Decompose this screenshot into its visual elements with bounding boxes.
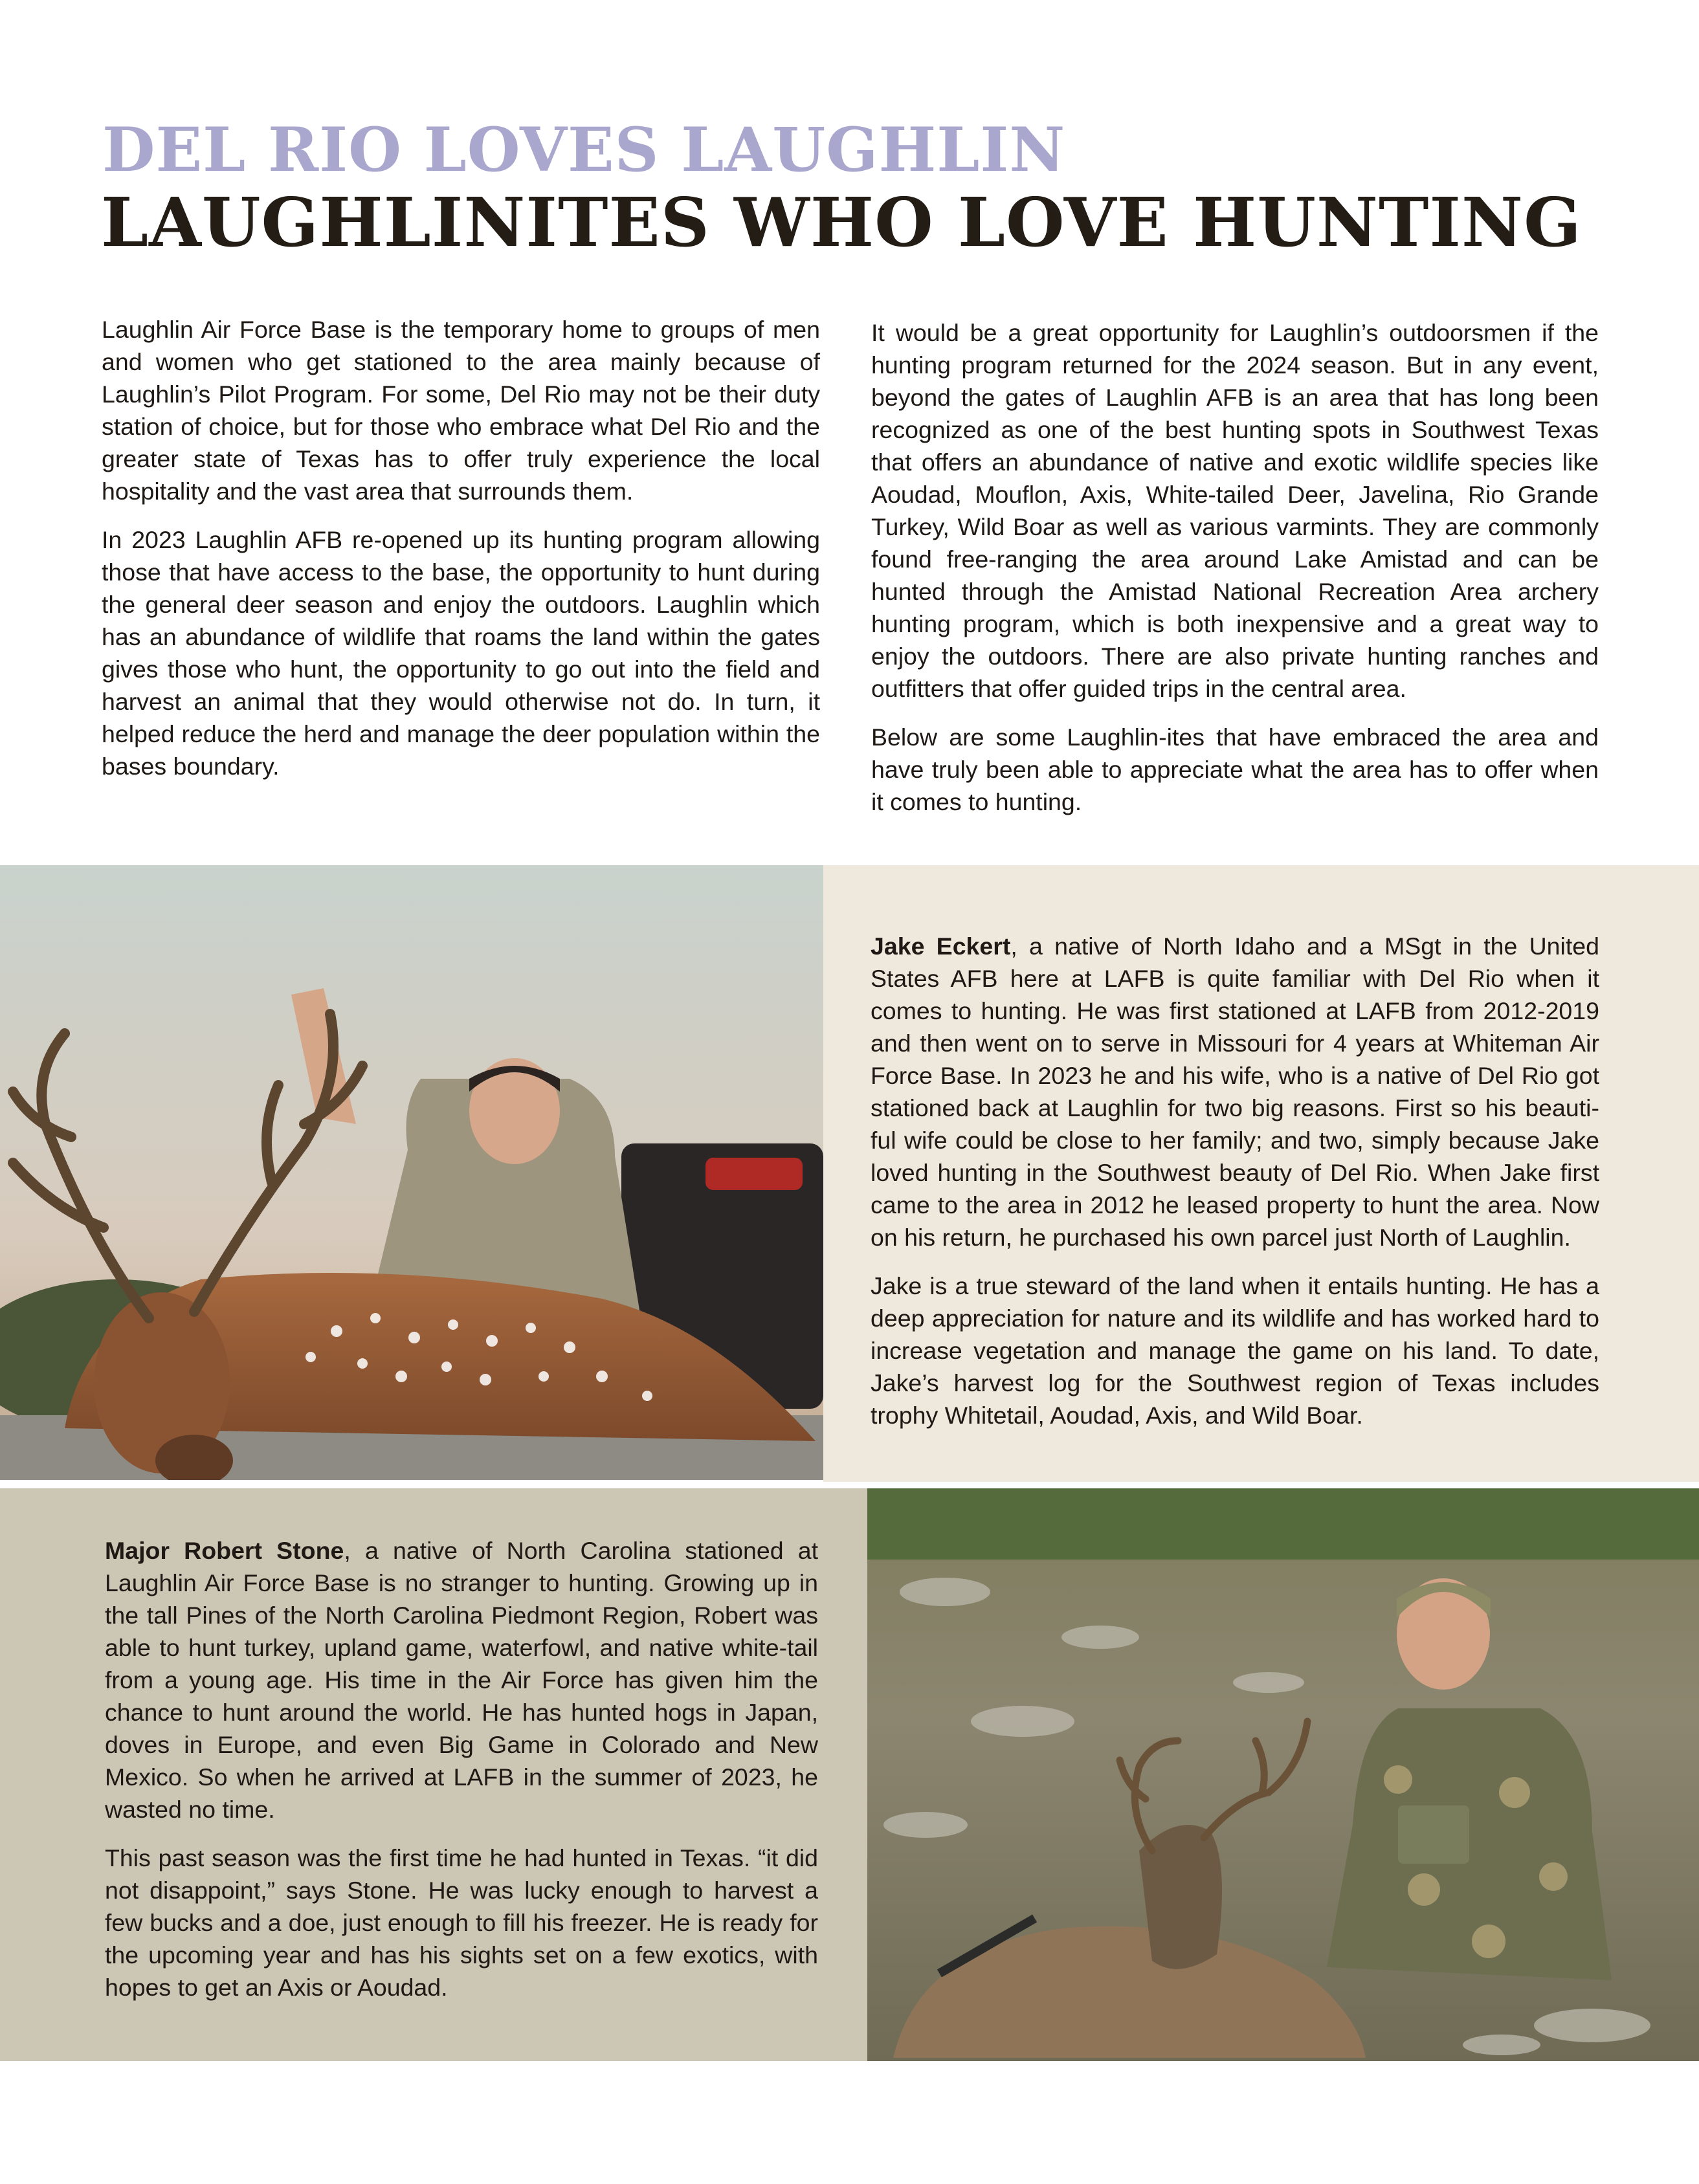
- jake-paragraph-1-text: , a native of North Idaho and a MSgt in the United States AFB here at LAFB is quite familiar with Del Rio when it comes to hunting. He was first stationed at LAFB from 2012-2019 and then went on to serve in Missouri for 4 years at Whiteman Air Force Base. In 2023 he and his wife, who is a native of Del Rio got stationed back at Laughlin for two big reasons. First so his beauti-ful wife could be close to her family; and two, simply because Jake loved hunting in the Southwest beauty of Del Rio. When Jake first came to the area in 2012 he leased property to hunt the area. Now on his return, he purchased his own parcel just North of Laughlin.: [871, 932, 1599, 1251]
- jake-profile-text: [871, 930, 1599, 1448]
- intro-column-left: [102, 313, 820, 799]
- intro-column-right: [871, 316, 1599, 834]
- jake-paragraph-2: Jake is a true steward of the land when it entails hunting. He has a deep appreciation for nature and its wildlife and has worked hard to increase vegetation and manage the game on his land. To date, Jake’s harvest log for the Southwest region of Texas includes trophy Whitetail, Aoudad, Axis, and Wild Boar.: [871, 1272, 1599, 1429]
- axis-deer-photo: [0, 865, 823, 1480]
- robert-paragraph-2: This past season was the first time he had hunted in Texas. “it did not disappoint,” says Stone. He was lucky enough to harvest a few bucks and a doe, just enough to fill his freezer. He is ready for the upcoming year and has his sights set on a few exotics, with hopes to get an Axis or Aoudad.: [105, 1844, 818, 2001]
- intro-paragraph: In 2023 Laughlin AFB re-opened up its hunting program allowing those that have access to the base, the opportunity to hunt during the general deer season and enjoy the outdoors. Laughlin which has an abundance of wildlife that roams the land within the gates gives those who hunt, the opportunity to go out into the field and harvest an animal that they would otherwise not do. In turn, it helped reduce the herd and manage the deer population within the bases boundary.: [102, 526, 820, 780]
- robert-paragraph-1: [105, 1534, 818, 1826]
- intro-paragraph: Below are some Laughlin-ites that have embraced the area and have truly been able to appreciate what the area has to offer when it comes to hunting.: [871, 723, 1599, 815]
- robert-profile-text: [105, 1534, 818, 2020]
- section-kicker: DEL RIO LOVES LAUGHLIN: [102, 115, 1066, 186]
- whitetail-buck-photo: [867, 1488, 1699, 2061]
- intro-paragraph: It would be a great opportunity for Laughlin’s outdoorsmen if the hunting program returned for the 2024 season. But in any event, beyond the gates of Laughlin AFB is an area that has long been recognized as one of the best hunting spots in Southwest Texas that offers an abundance of native and exotic wildlife species like Aoudad, Mouflon, Axis, White-tailed Deer, Javelina, Rio Grande Turkey, Wild Boar as well as various varmints. They are commonly found free-ranging the area around Lake Amistad and can be hunted through the Amistad National Recreation Area archery hunting program, which is both inexpensive and a great way to enjoy the outdoors. There are also private hunting ranches and outfitters that offer guided trips in the central area.: [871, 319, 1599, 702]
- robert-paragraph-1-text: , a native of North Carolina stationed at Laughlin Air Force Base is no stranger to hunting. Growing up in the tall Pines of the North Carolina Piedmont Region, Robert was able to hunt turkey, upland game, waterfowl, and native white-tail from a young age. His time in the Air Force has given him the chance to hunt around the world. He has hunted hogs in Japan, doves in Europe, and even Big Game in Colorado and New Mexico. So when he arrived at LAFB in the summer of 2023, he wasted no time.: [105, 1537, 818, 1823]
- page-title: LAUGHLINITES WHO LOVE HUNTING: [101, 182, 1582, 262]
- intro-paragraph: Laughlin Air Force Base is the temporary home to groups of men and women who get stationed to the area mainly because of Laughlin’s Pilot Program. For some, Del Rio may not be their duty station of choice, but for those who embrace what Del Rio and the greater state of Texas has to offer truly experience the local hospitality and the vast area that surrounds them.: [102, 316, 820, 505]
- jake-name: Jake Eckert: [871, 932, 1011, 960]
- robert-name: Major Robert Stone: [105, 1537, 344, 1564]
- jake-paragraph-1: [871, 930, 1599, 1253]
